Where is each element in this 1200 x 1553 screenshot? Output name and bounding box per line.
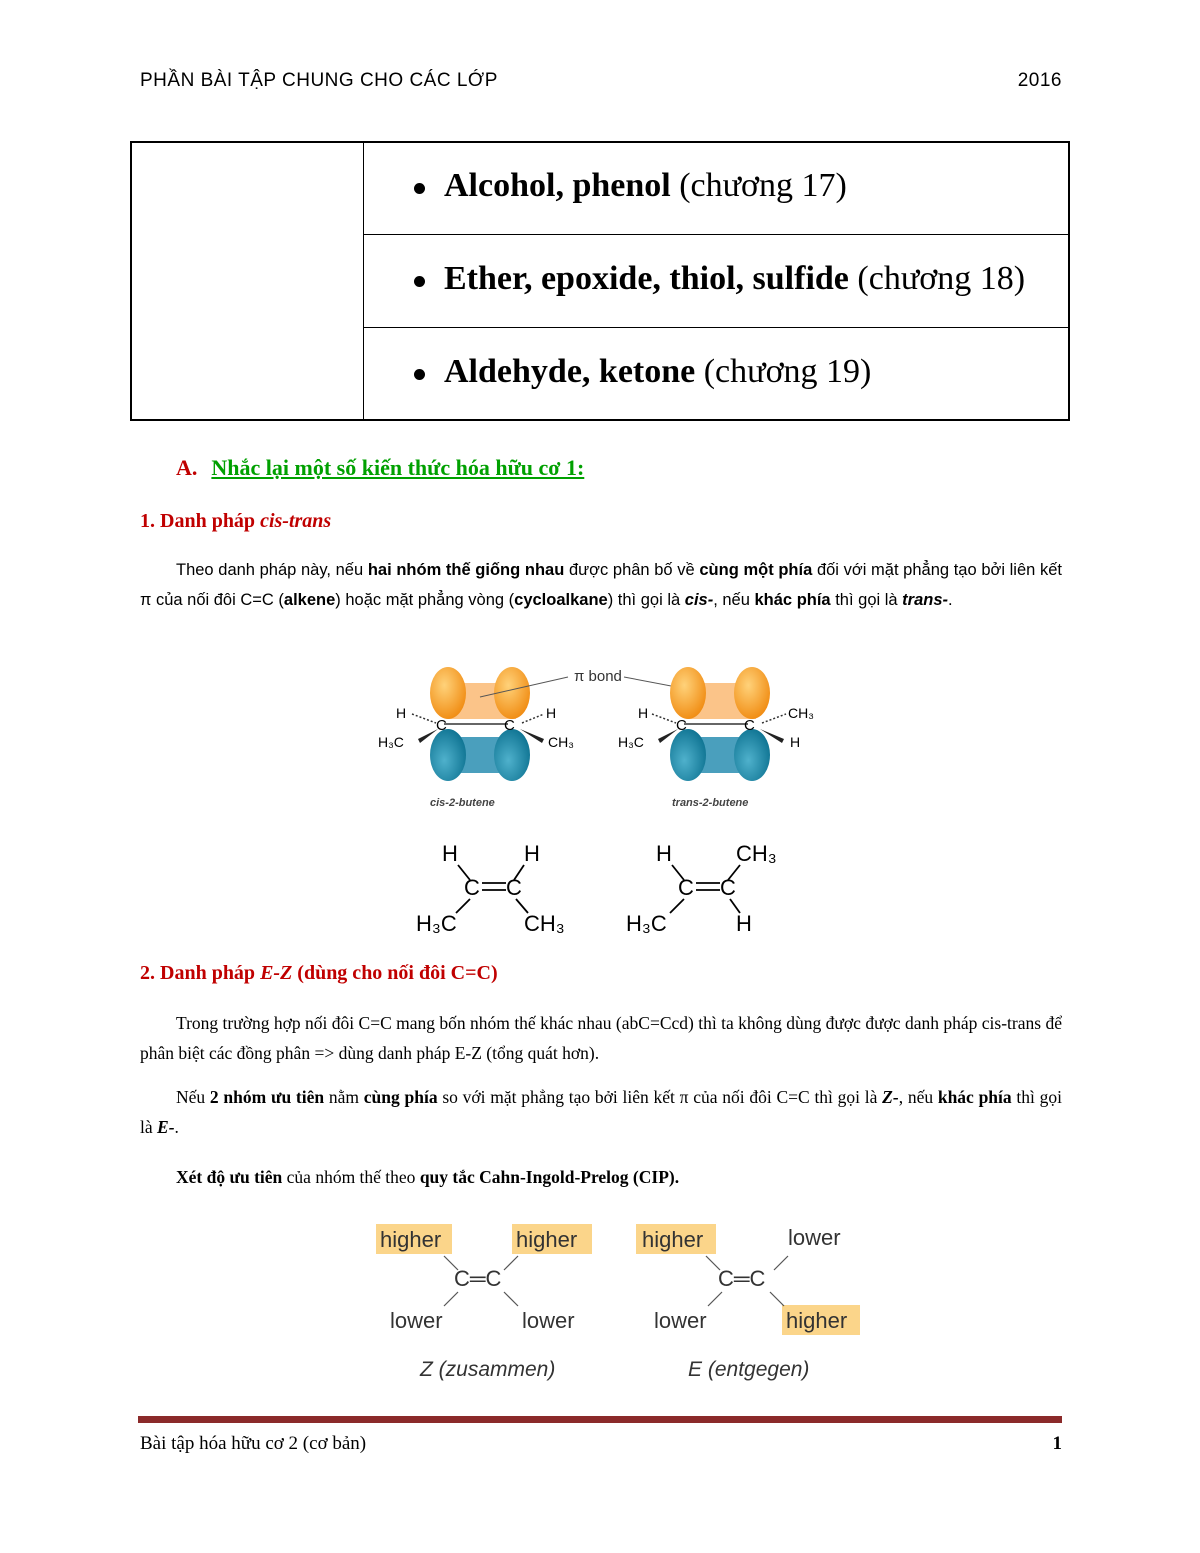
header-title: PHẦN BÀI TẬP CHUNG CHO CÁC LỚP — [140, 70, 498, 91]
molecule-name: cis-2-butene — [430, 797, 495, 809]
page-header — [140, 70, 1062, 100]
molecule-name: trans-2-butene — [672, 797, 749, 809]
svg-text:CH₃: CH₃ — [736, 841, 777, 866]
chapter-number: (chương 17) — [670, 167, 847, 204]
atom-label: H — [396, 705, 407, 721]
group-label: H₃C — [618, 734, 644, 750]
group-label: H₃C — [378, 734, 404, 750]
cis-2-butene-orbital — [378, 667, 574, 809]
bullet-icon — [414, 276, 425, 287]
priority-label: lower — [390, 1308, 443, 1333]
svg-text:H₃C: H₃C — [416, 911, 457, 936]
table-empty-cell — [132, 143, 364, 419]
atom-label: C — [504, 717, 515, 734]
chapter-number: (chương 19) — [695, 353, 872, 390]
paragraph-cip: Xét độ ưu tiên của nhóm thế theo quy tắc Cahn-Ingold-Prelog (CIP). — [176, 1167, 680, 1187]
svg-text:C: C — [720, 875, 736, 900]
double-bond-label: C═C — [718, 1266, 766, 1291]
section-title: Nhắc lại một số kiến thức hóa hữu cơ 1: — [211, 455, 585, 480]
page-footer — [140, 1433, 1062, 1455]
priority-label: higher — [380, 1227, 442, 1252]
group-label: CH₃ — [788, 705, 814, 721]
priority-label: higher — [786, 1308, 848, 1333]
atom-label: C — [744, 717, 755, 734]
trans-2-butene-orbital — [618, 667, 814, 809]
table-row — [364, 329, 1070, 421]
table-row — [364, 143, 1070, 235]
heading-cis-trans: 1. Danh pháp cis-trans — [140, 510, 332, 532]
section-a-heading — [176, 455, 584, 481]
cis-2-butene-structure — [416, 841, 565, 936]
atom-label: C — [436, 717, 447, 734]
chapter-name: Ether, epoxide, thiol, sulfide — [444, 260, 849, 297]
priority-label: higher — [642, 1227, 704, 1252]
table-row — [364, 236, 1070, 328]
bullet-icon — [414, 369, 425, 380]
atom-label: H — [638, 705, 649, 721]
chapter-table — [130, 141, 1070, 421]
paragraph-cis-trans: Theo danh pháp này, nếu hai nhóm thế giống nhau được phân bố về cùng một phía đối với mặt phẳng tạo bởi liên kết π của nối đôi C=C (alkene) hoặc mặt phẳng vòng (cycloalkane) thì gọi là cis-, nếu khác phía thì gọi là trans-. — [140, 561, 1063, 609]
heading-e-z: 2. Danh pháp E-Z (dùng cho nối đôi C=C) — [140, 962, 498, 984]
paragraph-e-z-intro: Trong trường hợp nối đôi C=C mang bốn nhóm thế khác nhau (abC=Ccd) thì ta không dùng được được danh pháp cis-trans để phân biệt các đồng phân => dùng danh pháp E-Z (tổng quát hơn). — [140, 1013, 1062, 1063]
footer-rule — [138, 1416, 1062, 1423]
trans-2-butene-structure — [626, 841, 777, 936]
svg-text:C: C — [506, 875, 522, 900]
paragraph-e-z-rule: Nếu 2 nhóm ưu tiên nằm cùng phía so với mặt phẳng tạo bởi liên kết π của nối đôi C=C thì gọi là Z-, nếu khác phía thì gọi là E-. — [140, 1087, 1062, 1137]
chapter-number: (chương 18) — [848, 260, 1026, 297]
svg-text:H: H — [524, 841, 540, 866]
svg-text:CH₃: CH₃ — [524, 911, 565, 936]
group-label: CH₃ — [548, 734, 574, 750]
svg-text:H: H — [442, 841, 458, 866]
svg-text:C: C — [678, 875, 694, 900]
atom-label: H — [790, 734, 801, 750]
footer-title: Bài tập hóa hữu cơ 2 (cơ bản) — [140, 1433, 367, 1454]
double-bond-label: C═C — [454, 1266, 502, 1291]
z-label: Z (zusammen) — [420, 1358, 556, 1381]
svg-text:H₃C: H₃C — [626, 911, 667, 936]
priority-label: higher — [516, 1227, 578, 1252]
svg-text:C: C — [464, 875, 480, 900]
atom-label: H — [546, 705, 557, 721]
bullet-icon — [414, 183, 425, 194]
cis-trans-figure — [360, 655, 830, 955]
svg-text:H: H — [656, 841, 672, 866]
z-isomer-diagram — [376, 1224, 592, 1381]
e-label: E (entgegen) — [688, 1358, 810, 1381]
svg-text:H: H — [736, 911, 752, 936]
e-z-figure — [370, 1218, 870, 1393]
priority-label: lower — [788, 1225, 841, 1250]
atom-label: C — [676, 717, 687, 734]
section-letter: A. — [176, 455, 198, 480]
priority-label: lower — [522, 1308, 575, 1333]
chapter-name: Aldehyde, ketone — [444, 353, 696, 390]
pi-bond-label: π bond — [574, 668, 622, 685]
priority-label: lower — [654, 1308, 707, 1333]
chapter-name: Alcohol, phenol — [444, 167, 671, 204]
e-isomer-diagram — [636, 1224, 860, 1381]
header-year: 2016 — [1017, 70, 1062, 91]
page-number: 1 — [1052, 1433, 1062, 1454]
